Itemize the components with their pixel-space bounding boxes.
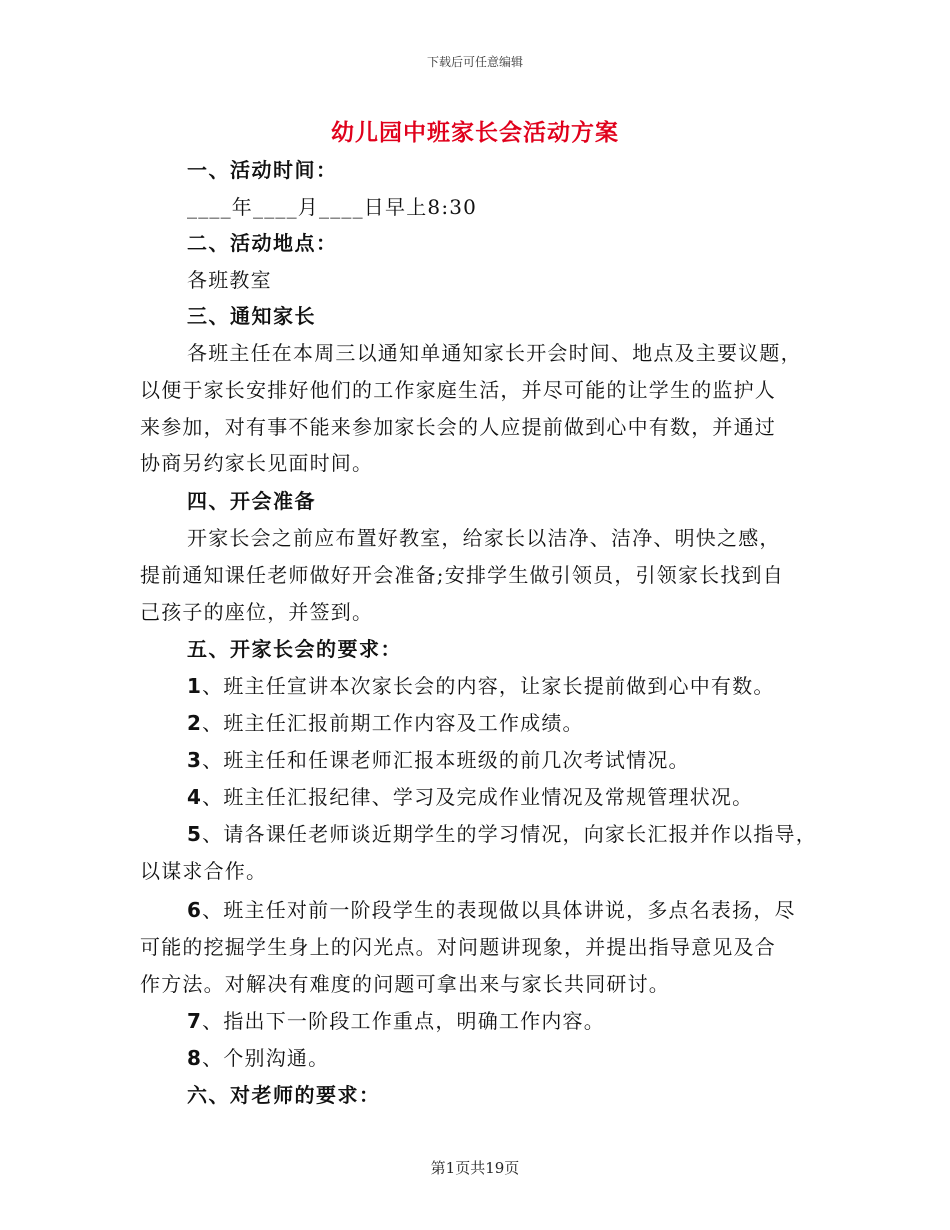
list-item — [187, 1009, 605, 1033]
section-heading-prep: 四、开会准备 — [187, 489, 316, 513]
section-heading-time: 一、活动时间： — [187, 158, 338, 182]
list-item — [187, 1046, 329, 1070]
list-item-text: 、请各课任老师谈近期学生的学习情况，向家长汇报并作以指导， — [202, 822, 817, 846]
section-heading-notify: 三、通知家长 — [187, 304, 316, 328]
list-item — [187, 674, 775, 698]
list-item-text: 、班主任和任课老师汇报本班级的前几次考试情况。 — [202, 748, 690, 772]
list-item-continuation: 以谋求合作。 — [140, 859, 268, 883]
list-item-text: 、班主任汇报前期工作内容及工作成绩。 — [202, 711, 584, 735]
header-note: 下载后可任意编辑 — [426, 55, 523, 69]
list-item-text: 、个别沟通。 — [202, 1046, 330, 1070]
paragraph-line: 己孩子的座位，并签到。 — [140, 600, 374, 624]
list-item-continuation: 可能的挖掘学生身上的闪光点。对问题讲现象，并提出指导意见及合 — [140, 935, 776, 959]
list-item-text: 、班主任汇报纪律、学习及完成作业情况及常规管理状况。 — [202, 785, 754, 809]
list-item-number: 2 — [187, 711, 203, 735]
paragraph-line: 开家长会之前应布置好教室，给家长以洁净、洁净、明快之感， — [187, 526, 781, 550]
document-title: 幼儿园中班家长会活动方案 — [331, 120, 619, 146]
list-item-number: 6 — [187, 898, 203, 922]
paragraph-line: 提前通知课任老师做好开会准备;安排学生做引领员，引领家长找到自 — [140, 563, 784, 587]
page-footer: 第1页共19页 — [430, 1159, 520, 1177]
section-body-time: ____年____月____日早上8:30 — [187, 195, 478, 219]
list-item-number: 4 — [187, 785, 203, 809]
section-heading-requirements: 五、开家长会的要求： — [187, 637, 402, 661]
list-item-text: 、班主任宣讲本次家长会的内容，让家长提前做到心中有数。 — [202, 674, 775, 698]
section-heading-teachers: 六、对老师的要求： — [187, 1083, 381, 1107]
list-item — [187, 748, 690, 772]
list-item-continuation: 作方法。对解决有难度的问题可拿出来与家长共同研讨。 — [140, 972, 670, 996]
list-item — [187, 822, 817, 846]
list-item-number: 1 — [187, 674, 203, 698]
list-item-text: 、指出下一阶段工作重点，明确工作内容。 — [202, 1009, 605, 1033]
list-item-number: 8 — [187, 1046, 203, 1070]
list-item — [187, 711, 584, 735]
paragraph-line: 以便于家长安排好他们的工作家庭生活，并尽可能的让学生的监护人 — [140, 378, 776, 402]
list-item-text: 、班主任对前一阶段学生的表现做以具体讲说，多点名表扬，尽 — [202, 898, 796, 922]
list-item — [187, 898, 796, 922]
paragraph-line: 各班主任在本周三以通知单通知家长开会时间、地点及主要议题， — [187, 341, 802, 365]
section-heading-location: 二、活动地点： — [187, 231, 338, 255]
paragraph-line: 协商另约家长见面时间。 — [140, 451, 374, 475]
list-item-number: 7 — [187, 1009, 203, 1033]
list-item — [187, 785, 753, 809]
paragraph-line: 来参加，对有事不能来参加家长会的人应提前做到心中有数，并通过 — [140, 415, 776, 439]
list-item-number: 5 — [187, 822, 203, 846]
list-item-number: 3 — [187, 748, 203, 772]
section-body-location: 各班教室 — [187, 268, 272, 292]
